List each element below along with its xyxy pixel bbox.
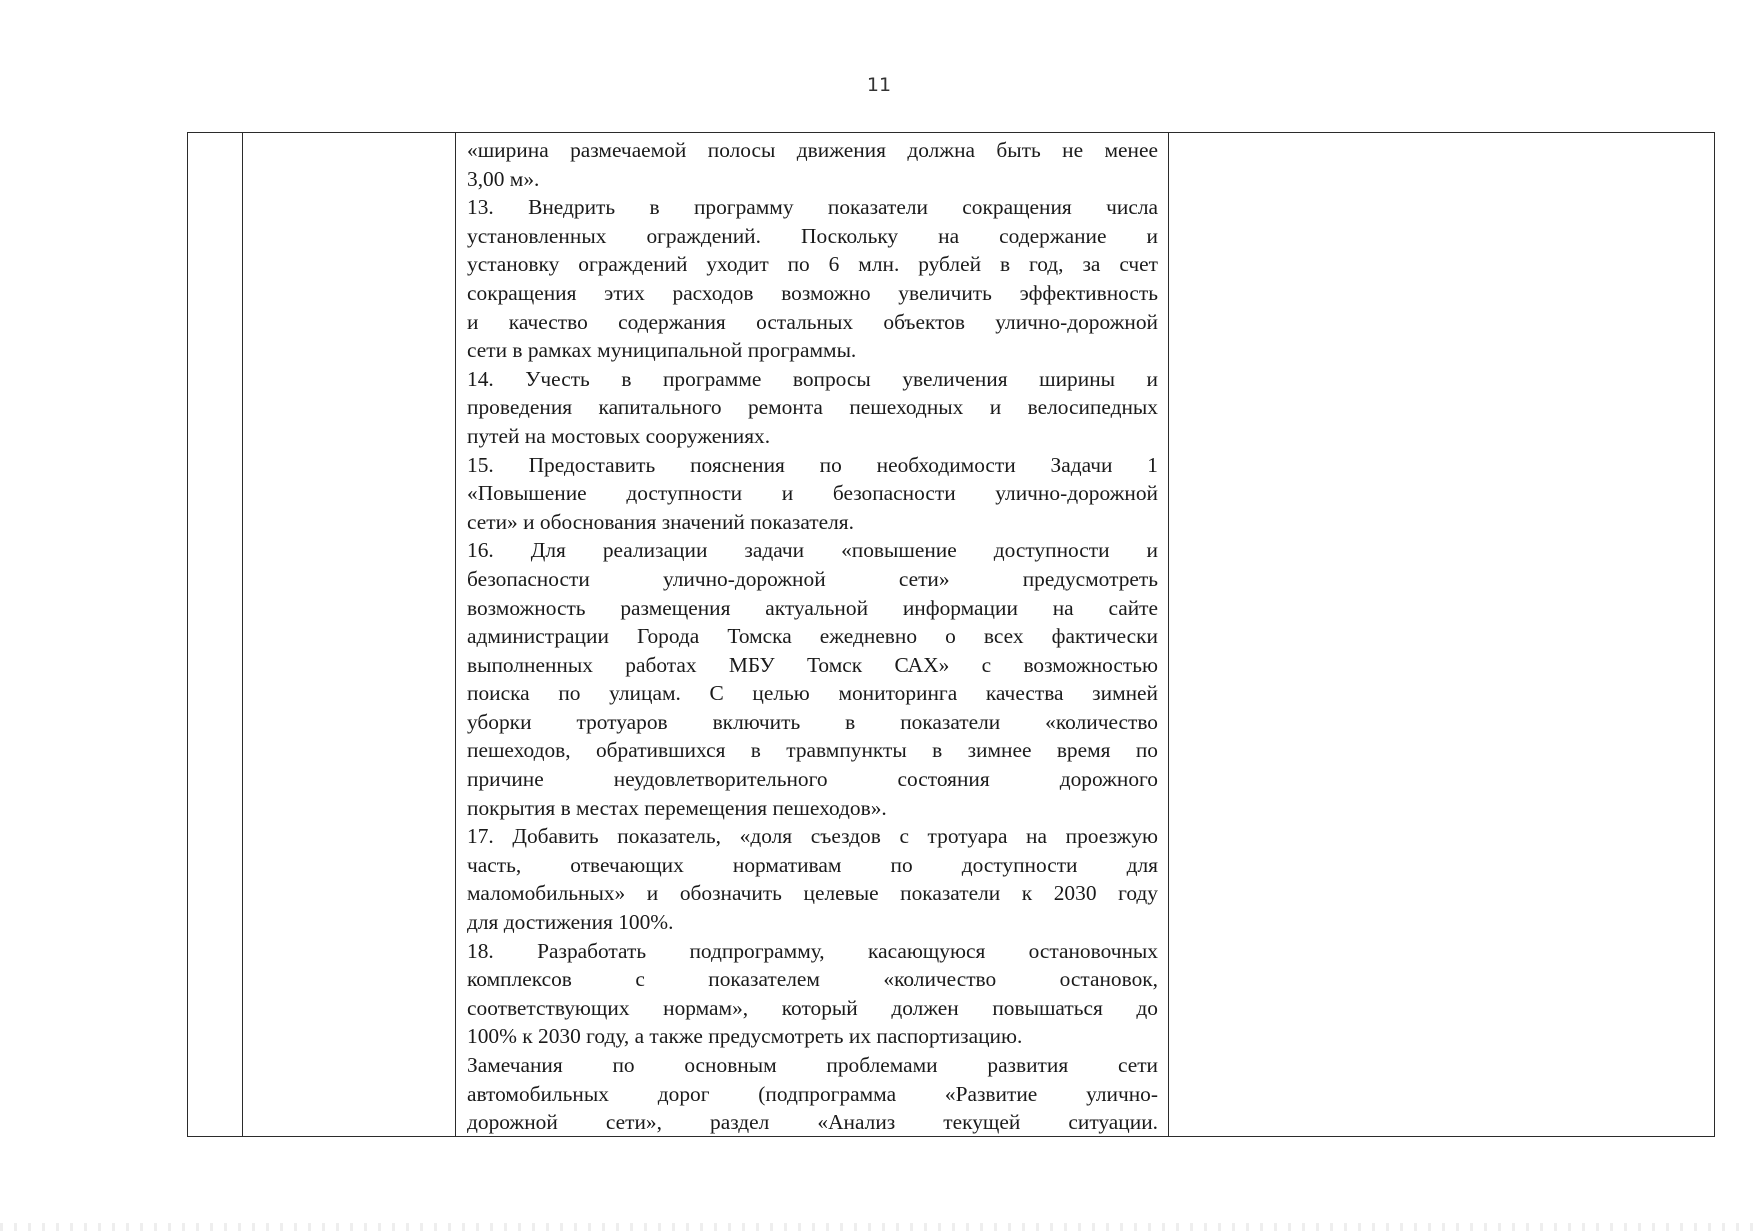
text-line: 14. Учесть в программе вопросы увеличения ширины и xyxy=(467,366,1158,391)
text-line: комплексов с показателем «количество остановок, xyxy=(467,967,1158,992)
text-line: сети» и обоснования значений показателя. xyxy=(467,509,854,534)
text-line: для достижения 100%. xyxy=(467,910,674,935)
text-line: соответствующих нормам», который должен повышаться до xyxy=(467,995,1158,1020)
text-line: установку ограждений уходит по 6 млн. рублей в год, за счет xyxy=(467,252,1158,277)
table-cell-section xyxy=(243,133,456,1136)
text-line: 13. Внедрить в программу показатели сокращения числа xyxy=(467,195,1158,220)
table-cell-response xyxy=(1169,133,1714,1136)
text-line: путей на мостовых сооружениях. xyxy=(467,423,771,448)
text-line: безопасности улично-дорожной сети» предусмотреть xyxy=(467,566,1158,591)
text-line: часть, отвечающих нормативам по доступности для xyxy=(467,852,1158,877)
text-line: автомобильных дорог (подпрограмма «Развитие улично- xyxy=(467,1081,1158,1106)
text-line: сокращения этих расходов возможно увеличить эффективность xyxy=(467,280,1158,305)
text-line: возможность размещения актуальной информации на сайте xyxy=(467,595,1158,620)
text-line: выполненных работах МБУ Томск САХ» с возможностью xyxy=(467,652,1158,677)
text-line: «ширина размечаемой полосы движения должна быть не менее xyxy=(467,138,1158,162)
text-line: поиска по улицам. С целью мониторинга качества зимней xyxy=(467,681,1158,706)
text-line: уборки тротуаров включить в показатели «количество xyxy=(467,709,1158,734)
text-line: 100% к 2030 году, а также предусмотреть их паспортизацию. xyxy=(467,1024,1023,1049)
table-cell-remarks xyxy=(456,133,1169,1136)
text-line: 16. Для реализации задачи «повышение доступности и xyxy=(467,538,1158,563)
text-line: 3,00 м». xyxy=(467,166,540,191)
text-line: «Повышение доступности и безопасности улично-дорожной xyxy=(467,481,1158,506)
table-cell-number xyxy=(188,133,243,1136)
scan-edge-artifact xyxy=(0,1223,1758,1231)
text-line: 15. Предоставить пояснения по необходимости Задачи 1 xyxy=(467,452,1158,477)
text-line: 17. Добавить показатель, «доля съездов с тротуара на проезжую xyxy=(467,824,1158,849)
text-line: дорожной сети», раздел «Анализ текущей ситуации. xyxy=(467,1110,1158,1135)
text-line: причине неудовлетворительного состояния дорожного xyxy=(467,767,1158,792)
text-line: сети в рамках муниципальной программы. xyxy=(467,338,857,363)
text-line: пешеходов, обратившихся в травмпункты в зимнее время по xyxy=(467,738,1158,763)
text-line: установленных ограждений. Поскольку на содержание и xyxy=(467,223,1158,248)
text-line: проведения капитального ремонта пешеходных и велосипедных xyxy=(467,395,1158,420)
remarks-table xyxy=(187,132,1715,1137)
text-line: покрытия в местах перемещения пешеходов». xyxy=(467,795,887,820)
text-line: Замечания по основным проблемами развития сети xyxy=(467,1053,1158,1077)
page-number: 11 xyxy=(866,74,892,96)
text-line: маломобильных» и обозначить целевые показатели к 2030 году xyxy=(467,881,1158,906)
text-line: 18. Разработать подпрограмму, касающуюся остановочных xyxy=(467,938,1158,963)
text-line: администрации Города Томска ежедневно о всех фактически xyxy=(467,624,1158,649)
text-line: и качество содержания остальных объектов улично-дорожной xyxy=(467,309,1158,334)
